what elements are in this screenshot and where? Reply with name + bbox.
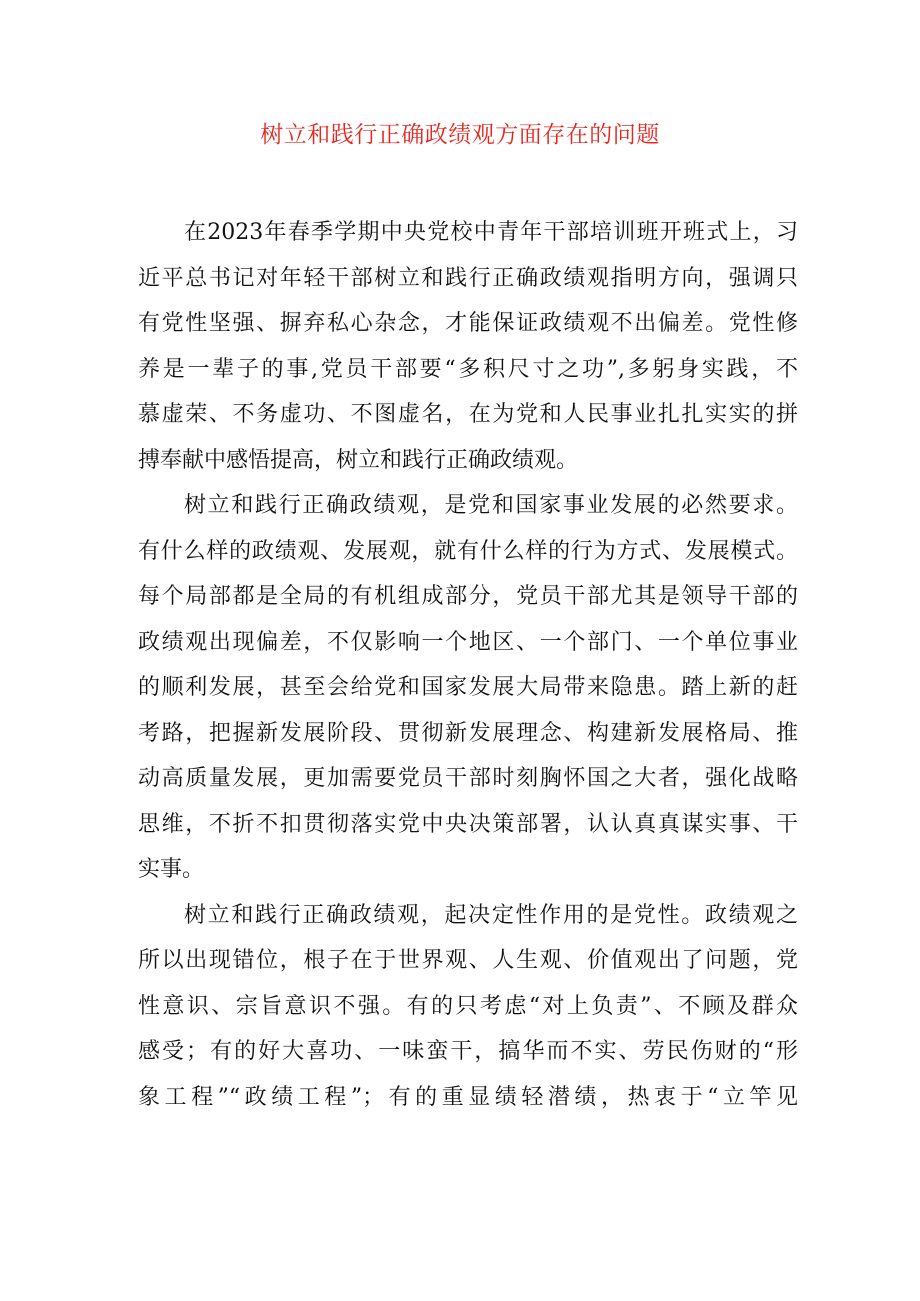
text-line: 性意识、宗旨意识不强。有的只考虑“对上负责”、不顾及群众 xyxy=(138,993,798,1019)
text-line: 实事。 xyxy=(138,857,205,882)
text-line: 有什么样的政绩观、发展观，就有什么样的行为方式、发展模式。 xyxy=(138,538,798,564)
text-line: 的顺利发展，甚至会给党和国家发展大局带来隐患。踏上新的赶 xyxy=(138,675,798,700)
text-line: 感受；有的好大喜功、一味蛮干，搞华而不实、劳民伤财的“形 xyxy=(138,1039,798,1064)
document-title: 树立和践行正确政绩观方面存在的问题 xyxy=(260,122,660,148)
text-line: 每个局部都是全局的有机组成部分，党员干部尤其是领导干部的 xyxy=(138,584,798,609)
text-line: 在2023年春季学期中央党校中青年干部培训班开班式上，习 xyxy=(184,220,798,245)
document-body xyxy=(138,210,798,1120)
text-line: 考路，把握新发展阶段、贯彻新发展理念、构建新发展格局、推 xyxy=(138,720,798,746)
text-line: 养是一辈子的事,党员干部要“多积尺寸之功”,多躬身实践，不 xyxy=(138,356,798,382)
text-line: 所以出现错位，根子在于世界观、人生观、价值观出了问题，党 xyxy=(138,948,798,973)
paragraph-2 xyxy=(138,483,798,893)
paragraph-1 xyxy=(138,210,798,483)
text-line: 树立和践行正确政绩观，起决定性作用的是党性。政绩观之 xyxy=(184,902,798,928)
paragraph-3 xyxy=(138,893,798,1121)
text-line: 动高质量发展，更加需要党员干部时刻胸怀国之大者，强化战略 xyxy=(138,766,798,791)
text-line: 搏奉献中感悟提高，树立和践行正确政绩观。 xyxy=(138,447,579,473)
text-line: 近平总书记对年轻干部树立和践行正确政绩观指明方向，强调只 xyxy=(138,265,798,291)
text-line: 树立和践行正确政绩观，是党和国家事业发展的必然要求。 xyxy=(184,493,798,518)
text-line: 象工程”“政绩工程”；有的重显绩轻潜绩，热衷于“立竿见 xyxy=(138,1084,798,1110)
text-line: 思维，不折不扣贯彻落实党中央决策部署，认认真真谋实事、干 xyxy=(138,811,798,837)
text-line: 慕虚荣、不务虚功、不图虚名，在为党和人民事业扎扎实实的拼 xyxy=(138,402,798,427)
text-line: 有党性坚强、摒弃私心杂念，才能保证政绩观不出偏差。党性修 xyxy=(138,311,798,336)
text-line: 政绩观出现偏差，不仅影响一个地区、一个部门、一个单位事业 xyxy=(138,629,798,655)
